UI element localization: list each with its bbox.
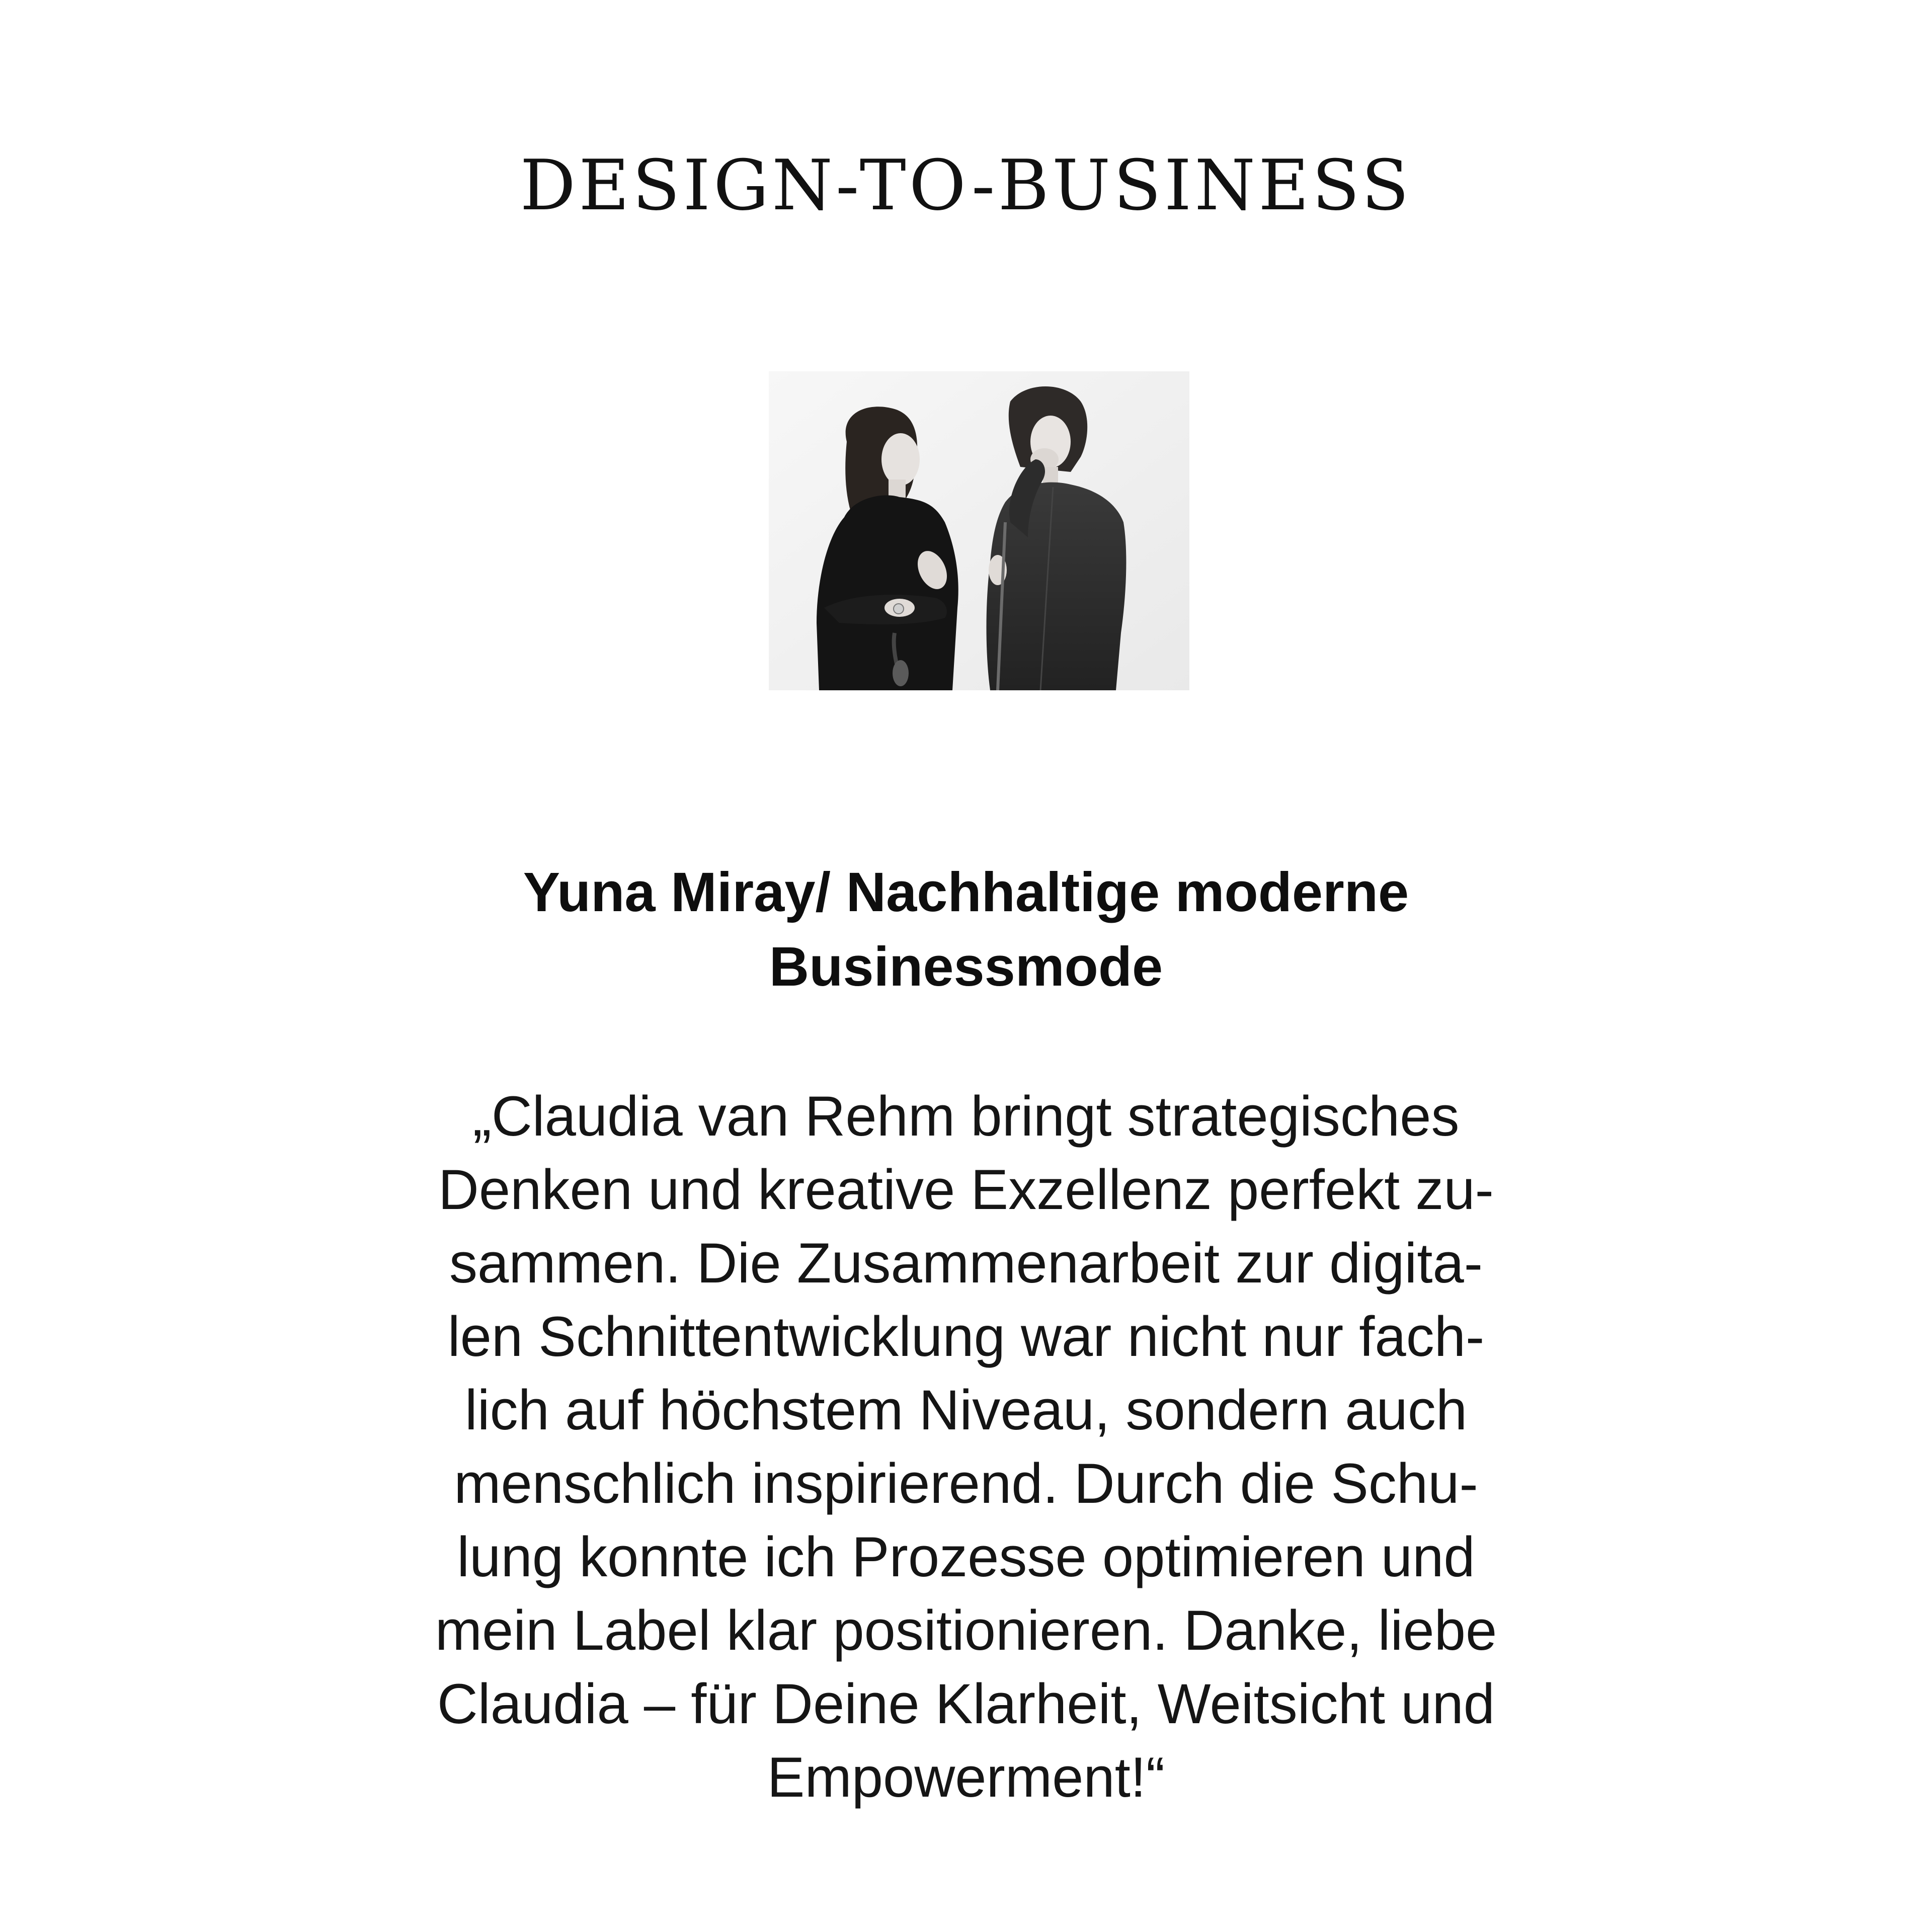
testimonial-quote bbox=[352, 1080, 1580, 1814]
quote-line: lich auf höchstem Niveau, sondern auch bbox=[464, 1379, 1468, 1441]
quote-line: „Claudia van Rehm bringt strategisches bbox=[472, 1085, 1460, 1148]
quote-line: menschlich inspirierend. Durch die Schu- bbox=[454, 1452, 1478, 1515]
testimonial-title bbox=[352, 855, 1580, 1004]
quote-line: Denken und kreative Exzellenz perfekt zu- bbox=[438, 1158, 1494, 1221]
testimonial-photo bbox=[769, 371, 1189, 690]
quote-line: Empowerment!“ bbox=[767, 1746, 1165, 1809]
photo-two-women-laughing-icon bbox=[769, 371, 1189, 690]
testimonial-title-line: Businessmode bbox=[769, 936, 1163, 998]
quote-line: sammen. Die Zusammenarbeit zur digita- bbox=[449, 1232, 1483, 1295]
quote-line: Claudia – für Deine Klarheit, Weitsicht und bbox=[437, 1672, 1495, 1735]
quote-line: len Schnittentwicklung war nicht nur fach- bbox=[447, 1305, 1485, 1368]
page-title: DESIGN-TO-BUSINESS bbox=[520, 145, 1412, 226]
quote-line: mein Label klar positionieren. Danke, liebe bbox=[435, 1599, 1497, 1662]
testimonial-title-line: Yuna Miray/ Nachhaltige moderne bbox=[523, 861, 1409, 923]
quote-line: lung konnte ich Prozesse optimieren und bbox=[457, 1525, 1475, 1588]
